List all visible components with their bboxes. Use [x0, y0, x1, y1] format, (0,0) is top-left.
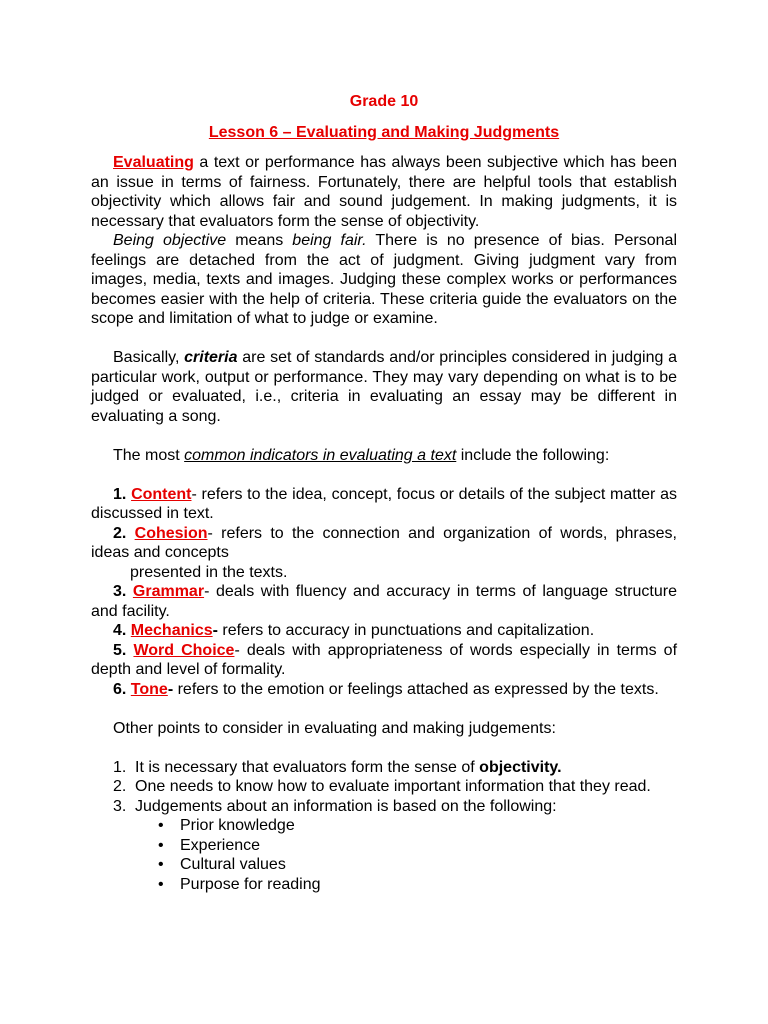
- indicator-continuation: presented in the texts.: [130, 563, 288, 581]
- intro-paragraph-2: Being objective means being fair. There is no presence of bias. Personal feelings are detached from the act of judgment. Giving judgment vary from images, media, texts and images. Judging these complex works or performances becomes easier with the help of criteria. These criteria guide the evaluators on the scope and limitation of what to judge or examine.: [91, 232, 678, 327]
- term-evaluating: Evaluating: [113, 154, 194, 171]
- indicators-intro: The most common indicators in evaluating a text include the following:: [113, 446, 610, 464]
- criteria-paragraph: Basically, criteria are set of standards and/or principles considered in judging a particular work, output or performance. They may vary depending on what is to be judged or evaluated, i.e., criteria in evaluating an essay may be different in evaluating a song.: [91, 349, 677, 425]
- indicator-item: 1. Content- refers to the idea, concept, focus or details of the subject matter as discussed in text.: [91, 485, 677, 522]
- lesson-title: Lesson 6 – Evaluating and Making Judgments: [208, 123, 560, 141]
- intro-paragraph-1: Evaluating a text or performance has always been subjective which has been an issue in terms of fairness. Fortunately, there are helpful tools that establish objectivity which allows fair and sound judgement. In making judgments, it is necessary that evaluators form the sense of objectivity.: [91, 154, 677, 230]
- indicators-phrase: common indicators in evaluating a text: [184, 446, 457, 464]
- indicator-item: 2. Cohesion- refers to the connection and organization of words, phrases, ideas and concepts: [91, 524, 677, 561]
- list-item: • Experience: [158, 836, 677, 856]
- indicator-item: 3. Grammar- deals with fluency and accuracy in terms of language structure and facility.: [91, 583, 677, 620]
- other-points-list: [91, 758, 677, 817]
- judgement-basis-list: [91, 816, 677, 894]
- term-criteria: criteria: [184, 349, 238, 366]
- list-item: • Cultural values: [158, 855, 677, 875]
- grade-heading: Grade 10: [349, 93, 419, 110]
- list-item: • Purpose for reading: [158, 875, 677, 895]
- list-item: 3. Judgements about an information is based on the following:: [113, 797, 557, 815]
- document-page: [91, 92, 677, 894]
- other-points-intro: Other points to consider in evaluating and making judgements:: [113, 719, 556, 737]
- indicator-item: 4. Mechanics- refers to accuracy in punctuations and capitalization.: [113, 622, 595, 639]
- indicator-item: 5. Word Choice- deals with appropriateness of words especially in terms of depth and level of formality.: [91, 641, 678, 678]
- indicator-list: [91, 485, 677, 700]
- list-item: 1. It is necessary that evaluators form the sense of objectivity.: [113, 758, 562, 776]
- indicator-item: 6. Tone- refers to the emotion or feelings attached as expressed by the texts.: [113, 680, 659, 698]
- list-item: • Prior knowledge: [158, 816, 677, 836]
- list-item: 2. One needs to know how to evaluate important information that they read.: [113, 778, 651, 795]
